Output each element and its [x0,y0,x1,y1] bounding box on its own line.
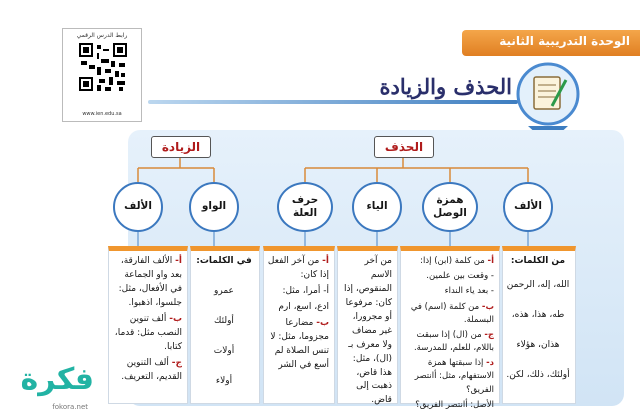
col-alif-deletion-intro: من الكلمات: [510,256,566,266]
column-waw [190,246,260,404]
col-illa-item: ادع، اسع، ارم [278,301,329,312]
logo-url: fokora.net [52,403,88,411]
column-yaa [337,246,398,404]
lesson-title: الحذف والزيادة [379,74,512,99]
hub-yaa: الياء [352,182,402,232]
col-illa-item: أ- أمرا، مثل: [282,285,329,296]
column-alif-deletion [502,246,576,404]
col-alif-addition-item: ب- ألف تنوين النصب مثل: قدما، كتابا. [114,313,182,352]
qr-caption: رابط الدرس الرقمي [76,32,128,39]
col-waw-word: عمرو [214,285,234,296]
col-hamza-item: - بعد ياء النداء [444,286,494,297]
site-logo[interactable] [4,362,102,414]
group-header-addition: الزيادة [151,136,211,158]
col-waw-word: أولات [213,345,235,356]
col-hamza-item: ب- من كلمة (اسم) في البسملة. [410,301,494,325]
col-alif-addition-item: ج- ألف التنوين القديم، التعريف. [121,357,182,382]
col-alif-deletion-word: طه، هذا، هذه، [511,309,565,320]
column-illa [263,246,335,404]
qr-url: www.ien.edu.sa [82,111,122,117]
col-alif-deletion-word: أولئك، ذلك، لكن. [506,369,570,380]
col-alif-deletion-word: هذان، هؤلاء [516,339,560,350]
col-hamza-item: الأصل: أانتصر الفريق؟ [415,399,494,410]
col-alif-addition-item: أ- الألف الفارقة، بعد واو الجماعة في الأفعال، مثل: جلسوا، اذهبوا. [118,256,182,308]
hub-waw: الواو [189,182,239,232]
hub-illa: حرف العلة [277,182,333,232]
col-hamza-item: أ- من كلمة (ابن) إذا: [420,256,494,266]
hub-alif-deletion: الألف [503,182,553,232]
column-hamza [400,246,500,410]
col-hamza-item: د- إذا سبقتها همزة الاستفهام، مثل: أانتصر الفريق؟ [414,358,494,395]
group-header-deletion: الحذف [374,136,434,158]
unit-banner: الوحدة التدريبية الثانية [462,30,640,56]
logo-text: فكرة [20,362,94,397]
hub-hamza: همزة الوصل [422,182,478,232]
col-yaa-text: من آخر الاسم المنقوص، إذا كان: مرفوعا أو مجرورا، غير مضاف ولا معرف بـ (ال)، مثل: هذا قاض، ذهبت إلى قاض. [343,256,392,406]
col-waw-word: أولئك [214,315,234,326]
col-illa-item: أ- من آخر الفعل إذا كان: [267,256,329,280]
col-hamza-item: - وقعت بين علمين. [426,271,494,282]
col-alif-deletion-word: الله، إله، الرحمن [506,279,570,290]
column-alif-addition [108,246,188,404]
col-illa-item: ب- مضارعا مجزوما، مثل: لا تنس الصلاة لم أسع في الشر [270,317,329,370]
col-waw-intro: في الكلمات: [196,256,252,266]
hub-alif-addition: الألف [113,182,163,232]
col-hamza-item: ج- من (ال) إذا سبقت باللام، للعلم، للمدرسة. [413,329,494,354]
col-waw-word: أولاء [215,375,233,386]
